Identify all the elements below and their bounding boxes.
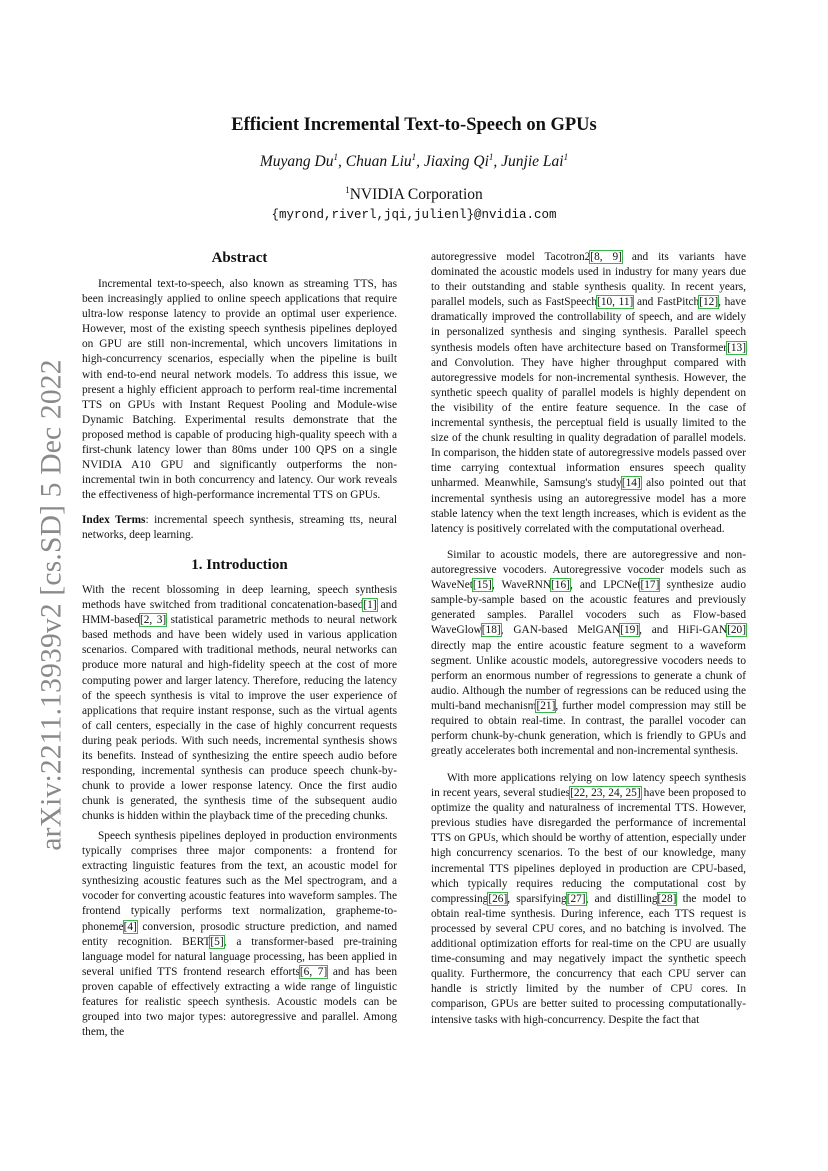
text-run: Speech synthesis pipelines deployed in production environments typically comprises three major components: a frontend for extracting linguistic features from the text, an acoustic model for synthesizing acoustic features such as the Mel spectrogram, and a vocoder for converting acoustic features into waveform samples. The frontend typically performs text normalization, grapheme-to-phoneme [82, 830, 397, 933]
abstract-text: Incremental text-to-speech, also known as streaming TTS, has been increasingly applied to online speech applications that require ultra-low response latency to provide an optimal user experience. However, most of the existing speech synthesis pipelines deployed on GPU are still non-incremental, which uncovers limitations in high-concurrency scenarios, especially when the pipeline is built with end-to-end neural network models. To address this issue, we present a highly efficient approach to perform real-time incremental TTS on GPUs with Instant Request Pooling and Module-wise Dynamic Batching. Experimental results demonstrate that the proposed method is capable of producing high-quality speech with a first-chunk latency lower than 80ms under 100 QPS on a single NVIDIA A10 GPU and significantly outperforms the non-incremental twin in both concurrency and latency. Our work reveals the effectiveness of high-performance incremental TTS on GPUs. [82, 278, 397, 502]
text-run: , sparsifying [507, 892, 567, 905]
paragraph-intro-2 [82, 829, 397, 1040]
text-run: and has been proven capable of effectively extracting a wide range of linguistic features for realistic speech synthesis. Acoustic models can be grouped into two major types: autoregressive and parallel. Among them, the [82, 965, 397, 1039]
text-run: , further model compression may still be required to obtain real-time. In contrast, the parallel vocoder can perform chunk-by-chunk generation, which is friendly to GPUs and greatly accelerates both incremental and non-incremental synthesis. [431, 699, 747, 758]
text-run: statistical parametric methods to neural network based methods and have been widely used in various application scenarios. Compared with traditional methods, neural networks can produce more natural and high-fidelity speech at the cost of more computing power and larger latency. Therefore, reducing the latency of the speech synthesis is vital to improve the user experience of applications that require instant response, such as the virtual agents of call centers, especially in the case of highly concurrent requests during peak periods. With such needs, incremental synthesis shows its benefits. Instead of synthesizing the entire speech audio before responding, incremental synthesis can produce speech chunk-by-chunk to provide a lower response latency. Once the first audio chunk is generated, the synthesis time of the subsequent audio chunks is hidden within the playback time of the preceding chunks. [82, 614, 397, 823]
text-run: synthesize audio sample-by-sample based on the acoustic features and previously generated samples. Parallel vocoders such as Flow-based WaveGlow [431, 579, 746, 637]
text-run: and HMM-based [82, 599, 398, 627]
citation-link[interactable]: [14] [621, 477, 641, 490]
text-run: and Convolution. They have higher throughput compared with autoregressive models for non-incremental synthesis. However, the synthetic speech quality of parallel models is highly dependent on the visibility of the entire feature sequence. In the case of incremental synthesis, the perceptual field is usually limited to the size of the chunk resulting in quality degradation of parallel models. In comparison, the hidden state of autoregressive models passed over time carrying contextual information ensures speech quality unharmed. Meanwhile, Samsung's study [431, 356, 746, 490]
author-list: Muyang Du$^1$, Chuan Liu$^1$, Jiaxing Qi$^1$, Junjie Lai$^1$ [259, 151, 569, 170]
citation-link[interactable]: [1] [363, 599, 377, 612]
affiliation: $^1$NVIDIA Corporation [345, 184, 483, 203]
citation-link[interactable]: [17] [640, 579, 660, 592]
author-email: {myrond,riverl,jqi,julienl}@nvidia.com [271, 208, 557, 222]
citation-link[interactable]: [2, 3] [139, 614, 167, 627]
paper-title: Efficient Incremental Text-to-Speech on GPUs [231, 115, 597, 135]
citation-link[interactable]: [21] [536, 699, 556, 712]
paragraph-intro-3 [431, 250, 746, 537]
citation-link[interactable]: [4] [123, 920, 137, 933]
text-run: and its variants have dominated the acoustic models used in industry for many years due to their outstanding and stable synthesis quality. In recent years, parallel models, such as FastSpeech [431, 251, 746, 309]
citation-link[interactable]: [28] [657, 892, 677, 905]
citation-link[interactable]: [20] [727, 624, 746, 637]
text-run: With more applications relying on low latency speech synthesis in recent years, several studies [431, 772, 746, 800]
author: Chuan Liu$^1$ [345, 151, 417, 170]
text-run: , GAN-based MelGAN [500, 624, 621, 637]
author: Muyang Du$^1$ [259, 151, 339, 170]
arxiv-watermark: arXiv:2211.13939v2 [cs.SD] 5 Dec 2022 [35, 359, 68, 851]
text-run: autoregressive model Tacotron2 [431, 251, 591, 263]
section-heading-introduction: 1. Introduction [191, 557, 288, 573]
citation-link[interactable]: [15] [472, 579, 492, 592]
citation-link[interactable]: [27] [566, 892, 586, 905]
text-run: , WaveRNN [491, 579, 552, 592]
text-run: have been proposed to optimize the quality and naturalness of incremental TTS. However, previous studies have disregarded the performance of incremental TTS on GPUs, which should be worthy of attention, especially under high concurrency scenarios. To the best of our knowledge, many incremental TTS pipelines deployed in production are CPU-based, which typically requires reducing the computational cost by compressing [431, 787, 746, 905]
author: Jiaxing Qi$^1$ [423, 151, 494, 170]
text-run: Similar to acoustic models, there are autoregressive and non-autoregressive vocoders. Autoregressive vocoder models such as WaveNet [431, 549, 746, 592]
citation-link[interactable]: [5] [210, 935, 224, 948]
author: Junjie Lai$^1$ [501, 151, 569, 170]
citation-link[interactable]: [13] [727, 341, 746, 354]
text-run: , have dramatically improved the controllability of speech, and are widely in personalized synthesis and singing synthesis. Parallel speech synthesis models often have architecture based on Transformer [431, 296, 747, 354]
paragraph-intro-4 [431, 548, 746, 759]
index-terms: Index Terms: incremental speech synthesis, streaming tts, neural networks, deep learning. [82, 514, 398, 542]
text-run: also pointed out that incremental synthesis using an autoregressive model has a more stable latency when the text length increases, which is evident as the latency is positively correlated with the computational overhead. [431, 477, 746, 535]
text-run: the model to obtain real-time synthesis. During inference, each TTS request is processed by several CPU cores, and no batching is involved. The additional optimization efforts for real-time on the CPU are usually time-consuming and may negatively impact the synthetic speech quality. Furthermore, the concurrency that each CPU server can handle is strictly limited by the number of CPU cores. In comparison, GPUs are better suited to processing computationally-intensive tasks with high-concurrency. Despite the fact that [431, 892, 746, 1026]
text-run: directly map the entire acoustic feature segment to a waveform segment. Unlike acoustic models, autoregressive vocoders needs to perform an enormous number of regressions to generate a chunk of audio. Although the number of regressions can be reduced using the multi-band mechanism [431, 639, 746, 712]
text-run: , and HiFi-GAN [639, 624, 728, 637]
paragraph-intro-5 [431, 771, 746, 1028]
citation-link[interactable]: [10, 11] [597, 296, 634, 309]
abstract-heading: Abstract [211, 250, 268, 266]
text-run: , a transformer-based pre-training language model for natural language processing, has been applied in several unified TTS frontend research efforts [82, 935, 397, 978]
text-run: and FastPitch [633, 296, 700, 309]
citation-link[interactable]: [18] [481, 624, 501, 637]
citation-link[interactable]: [26] [488, 892, 508, 905]
citation-link[interactable]: [16] [551, 579, 570, 592]
paragraph-intro-1 [82, 583, 397, 825]
citation-link[interactable]: [19] [620, 624, 640, 637]
citation-link[interactable]: [22, 23, 24, 25] [570, 787, 641, 800]
text-run: , and distilling [585, 892, 658, 905]
citation-link[interactable]: [6, 7] [299, 965, 328, 978]
citation-link[interactable]: [12] [699, 296, 719, 309]
text-run: With the recent blossoming in deep learning, speech synthesis methods have switched from traditional concatenation-based [82, 584, 397, 612]
text-run: conversion, prosodic structure prediction, and named entity recognition. BERT [82, 920, 397, 948]
text-run: , and LPCNet [569, 579, 641, 592]
citation-link[interactable]: [8, 9] [590, 251, 622, 263]
